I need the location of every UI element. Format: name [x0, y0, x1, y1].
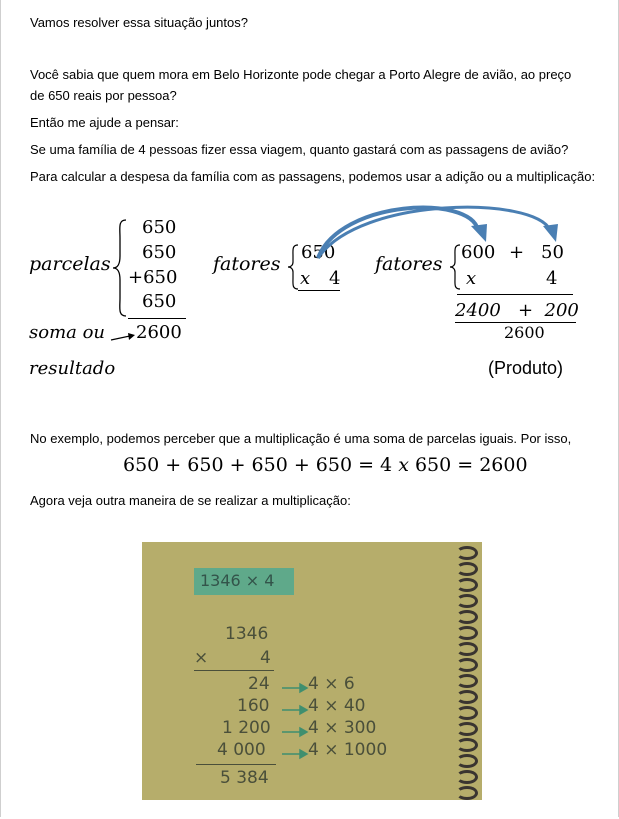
photo-times: × [194, 648, 209, 668]
photo-explanation-2: 4 × 40 [308, 696, 366, 716]
photo-tag: 1346 × 4 [200, 571, 275, 590]
photo-explanation-4: 4 × 1000 [308, 740, 388, 760]
mult2-top-a: 600 [461, 242, 496, 263]
parcela-3: +650 [128, 267, 178, 288]
notebook-photo [142, 542, 482, 800]
mult2-top-b: 50 [541, 242, 564, 263]
photo-explanation-1: 4 × 6 [308, 674, 355, 694]
equation-right: 650 = 2600 [408, 454, 528, 476]
photo-result: 5 384 [220, 768, 269, 788]
mult2-multiplier: 4 [546, 268, 558, 289]
mult1-top: 650 [301, 242, 336, 263]
parcela-2: 650 [142, 242, 177, 263]
equation-left: 650 + 650 + 650 + 650 = 4 [123, 454, 399, 476]
parcela-1: 650 [142, 217, 177, 238]
brace-fatores-1 [287, 244, 299, 290]
paragraph-question-line2: de 650 reais por pessoa? [30, 88, 177, 103]
photo-partial-4: 4 000 [217, 740, 266, 760]
mult2-line [457, 294, 573, 295]
arrow-soma-icon [110, 331, 138, 343]
sum-total: 2600 [136, 322, 182, 343]
photo-arrows-icon [280, 678, 310, 770]
mult2-x: x [466, 268, 477, 289]
label-soma: soma ou [29, 322, 106, 343]
photo-multiplicand: 1346 [225, 624, 269, 644]
paragraph-question-line1: Você sabia que quem mora em Belo Horizonte pode chegar a Porto Alegre de avião, ao preço [30, 67, 572, 82]
mult1-x: x [300, 268, 311, 289]
paragraph-another-way: Agora veja outra maneira de se realizar a multiplicação: [30, 493, 351, 508]
mult2-result: 2600 [504, 323, 545, 342]
photo-explanation-3: 4 × 300 [308, 718, 377, 738]
equation-times: x [398, 454, 409, 476]
photo-partial-2: 160 [237, 696, 270, 716]
sum-line [128, 318, 186, 319]
paragraph-calc: Para calcular a despesa da família com as passagens, podemos usar a adição ou a multiplicação: [30, 169, 596, 184]
mult2-top-plus: + [509, 242, 525, 263]
mult1-multiplier: 4 [329, 268, 341, 289]
parcela-4: 650 [142, 291, 177, 312]
photo-line-2 [196, 764, 276, 765]
paragraph-family: Se uma família de 4 pessoas fizer essa viagem, quanto gastará com as passagens de avião? [30, 142, 569, 157]
photo-partial-1: 24 [248, 674, 270, 694]
equation [123, 454, 528, 476]
paragraph-intro: Vamos resolver essa situação juntos? [30, 15, 248, 30]
label-produto: (Produto) [488, 358, 564, 378]
paragraph-conclusion: No exemplo, podemos perceber que a multiplicação é uma soma de parcelas iguais. Por isso, [30, 431, 572, 446]
paragraph-help: Então me ajude a pensar: [30, 115, 179, 130]
label-fatores-2: fatores [375, 253, 443, 275]
mult2-partial: 2400 + 200 [455, 300, 579, 321]
label-resultado: resultado [29, 358, 116, 379]
photo-partial-3: 1 200 [222, 718, 271, 738]
distribution-arrows-icon [300, 200, 570, 268]
label-fatores-1: fatores [213, 253, 281, 275]
photo-multiplier: 4 [260, 648, 271, 668]
brace-parcelas [112, 218, 128, 318]
label-parcelas: parcelas [29, 253, 111, 275]
photo-line-1 [194, 670, 274, 671]
mult1-line [298, 290, 340, 291]
